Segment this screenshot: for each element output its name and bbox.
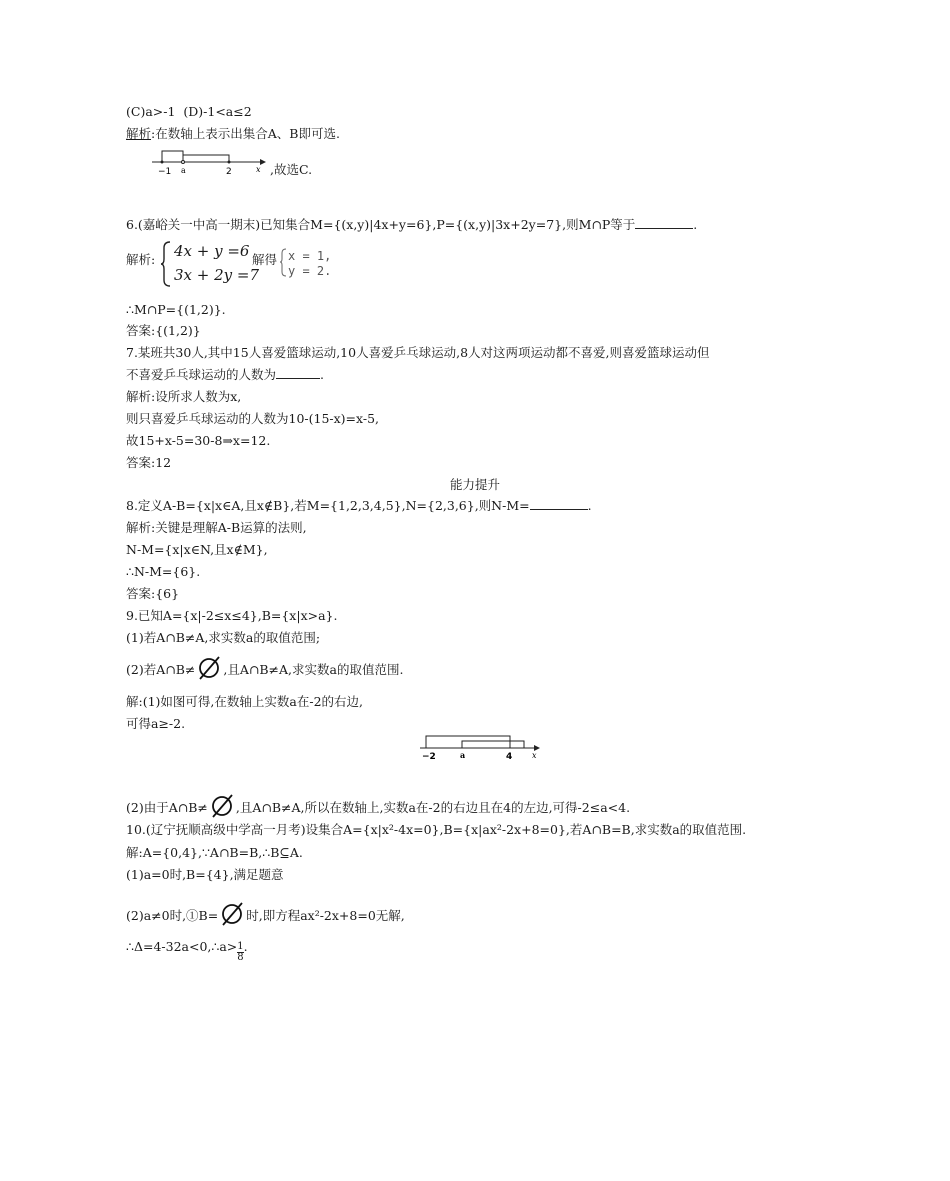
axis-label-4: 4 (506, 752, 513, 762)
q6-question-end: . (693, 217, 698, 232)
axis-label-a: a (460, 750, 466, 760)
q5-analysis (126, 126, 340, 142)
q7-line1: 7.某班共30人,其中15人喜爱篮球运动,10人喜爱乒乓球运动,8人对这两项运动都不喜爱,则喜爱篮球运动但 (126, 345, 710, 360)
q9-solution-3-post: ,且A∩B≠A,所以在数轴上,实数a在-2的右边且在4的左边,可得-2≤a<4. (235, 800, 631, 815)
q9-part2-pre: (2)若A∩B≠ (126, 662, 196, 677)
q7-analysis-1: 解析:设所求人数为x, (126, 389, 242, 404)
number-line-q9 (418, 732, 544, 762)
q9-part1: (1)若A∩B≠A,求实数a的取值范围; (126, 630, 321, 645)
q5-options: (C)a>-1 (D)-1<a≤2 (126, 104, 252, 119)
q9-part2 (126, 656, 403, 680)
solution-2: y = 2. (288, 264, 332, 278)
answer-blank (635, 217, 693, 229)
answer-blank (530, 498, 588, 510)
q6-answer: 答案:{(1,2)} (126, 323, 201, 338)
q9-solution-3 (126, 794, 630, 818)
q7-line2-text: 不喜爱乒乓球运动的人数为 (126, 367, 277, 382)
axis-label-x: x (256, 165, 261, 174)
fraction-numerator: 1 (237, 941, 244, 952)
q8-analysis-1: 解析:关键是理解A-B运算的法则, (126, 520, 307, 535)
q9-part2-post: ,且A∩B≠A,求实数a的取值范围. (223, 662, 404, 677)
q9-question: 9.已知A={x|-2≤x≤4},B={x|x>a}. (126, 608, 338, 623)
q7-line2 (126, 367, 324, 383)
q10-solution-3 (126, 902, 405, 926)
empty-set-icon (210, 794, 234, 818)
q9-solution-2: 可得a≥-2. (126, 716, 186, 731)
q10-solution-2: (1)a=0时,B={4},满足题意 (126, 867, 284, 882)
fraction-denominator: 8 (237, 952, 244, 963)
q10-solution-3-pre: (2)a≠0时,①B= (126, 908, 219, 923)
axis-label-2: 2 (226, 167, 232, 177)
q8-analysis-2: N-M={x|x∈N,且x∉M}, (126, 542, 268, 557)
q7-line2-end: . (320, 367, 324, 382)
q8-question (126, 498, 592, 514)
equation-1: 4x + y =6 (174, 242, 250, 260)
q10-solution-4 (126, 939, 248, 963)
q6-analysis-prefix: 解析: (126, 252, 156, 267)
equation-2: 3x + 2y =7 (174, 266, 260, 284)
q10-solution-3-post: 时,即方程ax²-2x+8=0无解, (246, 908, 405, 923)
q8-question-text: 8.定义A-B={x|x∈A,且x∉B},若M={1,2,3,4,5},N={2,3,6},则N-M= (126, 498, 530, 513)
number-line-q5 (148, 146, 268, 178)
axis-label-a: a (181, 166, 186, 175)
q9-solution-1: 解:(1)如图可得,在数轴上实数a在-2的右边, (126, 694, 363, 709)
q10-solution-4-end: . (243, 939, 248, 954)
answer-blank (276, 367, 320, 379)
section-title: 能力提升 (449, 477, 500, 492)
q9-solution-3-pre: (2)由于A∩B≠ (126, 800, 208, 815)
empty-set-icon (197, 656, 221, 680)
solved-label: 解得 (252, 252, 278, 267)
analysis-label: 解析 (126, 126, 152, 141)
q8-analysis-3: ∴N-M={6}. (126, 564, 201, 579)
solution-1: x = 1, (288, 249, 332, 263)
q6-question (126, 217, 697, 233)
q8-question-end: . (587, 498, 592, 513)
empty-set-icon (220, 902, 244, 926)
system-brace (160, 240, 172, 288)
q10-solution-4-pre: ∴Δ=4-32a<0,∴a> (126, 939, 238, 954)
axis-label-neg1: −1 (158, 167, 172, 177)
axis-label-neg2: −2 (422, 752, 436, 762)
q5-choice: ,故选C. (270, 162, 313, 177)
solution-brace (279, 248, 287, 278)
q10-solution-1: 解:A={0,4},∵A∩B=B,∴B⊆A. (126, 845, 303, 860)
q10-question: 10.(辽宁抚顺高级中学高一月考)设集合A={x|x²-4x=0},B={x|ax²-2x+8=0},若A∩B=B,求实数a的取值范围. (126, 822, 747, 837)
q7-analysis-2: 则只喜爱乒乓球运动的人数为10-(15-x)=x-5, (126, 411, 380, 426)
q8-answer: 答案:{6} (126, 586, 180, 601)
q7-answer: 答案:12 (126, 455, 172, 470)
q6-question-text: 6.(嘉峪关一中高一期末)已知集合M={(x,y)|4x+y=6},P={(x,y)|3x+2y=7},则M∩P等于 (126, 217, 636, 232)
q6-therefore: ∴M∩P={(1,2)}. (126, 302, 226, 317)
axis-label-x: x (532, 751, 537, 760)
q7-analysis-3: 故15+x-5=30-8⇒x=12. (126, 433, 271, 448)
analysis-text: :在数轴上表示出集合A、B即可选. (151, 126, 340, 141)
